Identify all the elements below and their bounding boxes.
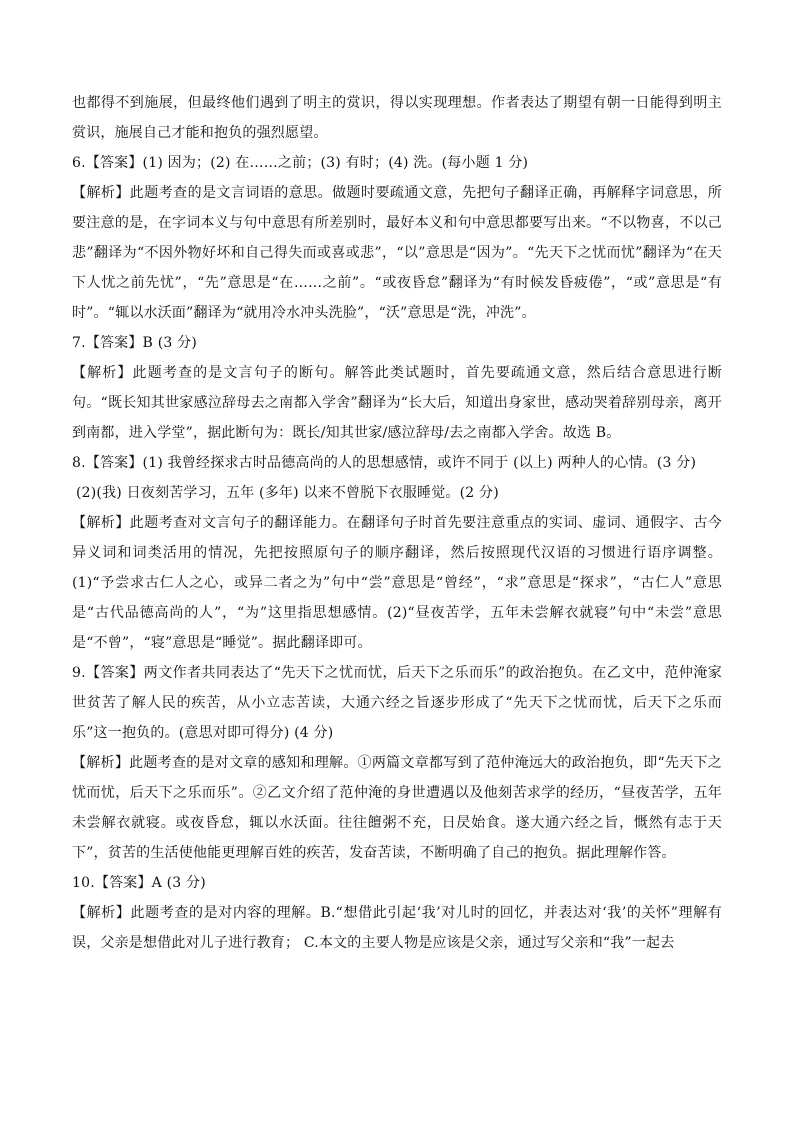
question-8-answer-part-2: (2)(我) 日夜刻苦学习，五年 (多年) 以来不曾脱下衣服睡觉。(2 分) — [76, 485, 499, 501]
answer-key-body — [72, 88, 722, 958]
question-8-analysis: 【解析】此题考查对文言句子的翻译能力。在翻译句子时首先要注意重点的实词、虚词、通假字、古今异义词和词类活用的情况，先把按照原句子的顺序翻译，然后按照现代汉语的习惯进行语序调整。(1)“予尝求古仁人之心，或异二者之为”句中“尝”意思是“曾经”，“求”意思是“探求”，“古仁人”意思是“古代品德高尚的人”，“为”这里指思想感情。(2)“昼夜苦学，五年未尝解衣就寝”句中“未尝”意思是“不曾”，“寝”意思是“睡觉”。据此翻译即可。 — [72, 515, 722, 651]
question-6-answer: 6.【答案】(1) 因为；(2) 在……之前；(3) 有时；(4) 洗。(每小题 1 分) — [72, 155, 529, 171]
question-10-analysis: 【解析】此题考查的是对内容的理解。B.“想借此引起‘我’对儿时的回忆，并表达对‘我’的关怀”理解有误，父亲是想借此对儿子进行教育； C.本文的主要人物是应该是父亲，通过写父亲和“我”一起去 — [72, 905, 722, 951]
question-8-answer-part-1: 8.【答案】(1) 我曾经探求古时品德高尚的人的思想感情，或许不同于 (以上) 两种人的心情。(3 分) — [72, 455, 697, 471]
question-7-answer: 7.【答案】B (3 分) — [72, 335, 197, 351]
question-10-answer: 10.【答案】A (3 分) — [72, 875, 206, 891]
question-7-analysis: 【解析】此题考查的是文言句子的断句。解答此类试题时，首先要疏通文意，然后结合意思进行断句。“既长知其世家感泣辞母去之南都入学舍”翻译为“长大后，知道出身家世，感动哭着辞别母亲，离开到南都，进入学堂”，据此断句为：既长/知其世家/感泣辞母/去之南都入学舍。故选 B。 — [72, 365, 722, 441]
paragraph-continuation: 也都得不到施展，但最终他们遇到了明主的赏识，得以实现理想。作者表达了期望有朝一日能得到明主赏识，施展自己才能和抱负的强烈愿望。 — [72, 95, 722, 141]
question-9-analysis: 【解析】此题考查的是对文章的感知和理解。①两篇文章都写到了范仲淹远大的政治抱负，即“先天下之忧而忧，后天下之乐而乐”。②乙文介绍了范仲淹的身世遭遇以及他刻苦求学的经历，“昼夜苦学，五年未尝解衣就寝。或夜昏怠，辄以水沃面。往往饘粥不充，日昃始食。遂大通六经之旨，慨然有志于天下”，贫苦的生活使他能更理解百姓的疾苦，发奋苦读，不断明确了自己的抱负。据此理解作答。 — [72, 755, 722, 861]
question-6-analysis: 【解析】此题考查的是文言词语的意思。做题时要疏通文意，先把句子翻译正确，再解释字词意思，所要注意的是，在字词本义与句中意思有所差别时，最好本义和句中意思都要写出来。“不以物喜，不以己悲”翻译为“不因外物好坏和自己得失而或喜或悲”，“以”意思是“因为”。“先天下之忧而忧”翻译为“在天下人忧之前先忧”，“先”意思是“在……之前”。“或夜昏怠”翻译为“有时候发昏疲倦”，“或”意思是“有时”。“辄以水沃面”翻译为“就用冷水冲头洗脸”，“沃”意思是“洗，冲洗”。 — [72, 185, 722, 321]
question-9-answer: 9.【答案】两文作者共同表达了“先天下之忧而忧，后天下之乐而乐”的政治抱负。在乙文中，范仲淹家世贫苦了解人民的疾苦，从小立志苦读，大通六经之旨逐步形成了“先天下之忧而忧，后天下之乐而乐”这一抱负的。(意思对即可得分) (4 分) — [72, 665, 722, 741]
